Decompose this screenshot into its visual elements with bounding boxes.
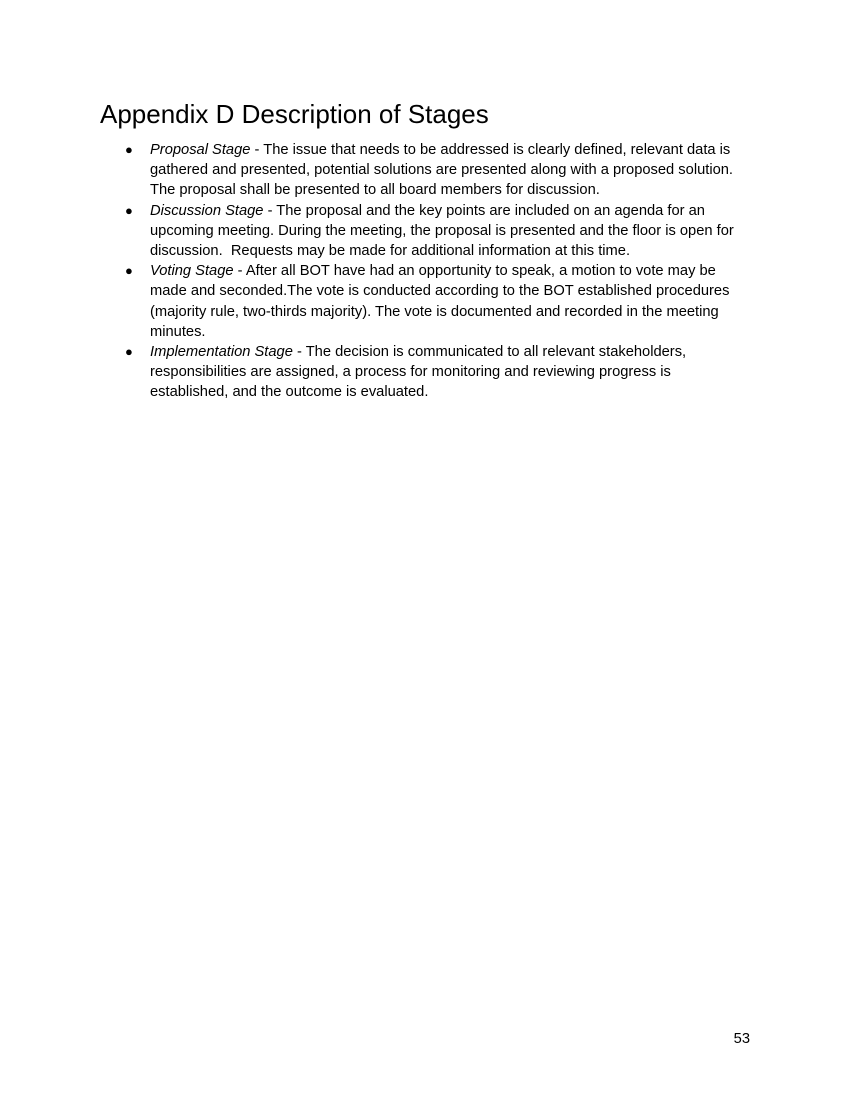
stage-description: The proposal and the key points are included on an agenda for an upcoming meeting. During the meeting, the proposal is presented and the floor is open for discussion. Requests may be made for additional information at this time. bbox=[150, 202, 738, 260]
stage-separator: - bbox=[292, 344, 306, 361]
stage-separator: - bbox=[233, 263, 246, 280]
bullet-icon: ● bbox=[125, 263, 133, 279]
list-item-proposal-stage bbox=[125, 140, 750, 201]
stage-name: Discussion Stage bbox=[150, 202, 264, 219]
stage-name: Proposal Stage bbox=[150, 142, 251, 158]
list-item-implementation-stage bbox=[125, 342, 750, 403]
stage-list bbox=[125, 140, 750, 403]
page-title: Appendix D Description of Stages bbox=[100, 99, 489, 129]
stage-name: Voting Stage bbox=[150, 263, 234, 280]
stage-description: After all BOT have had an opportunity to speak, a motion to vote may be made and seconded.The vote is conducted according to the BOT established procedures (majority rule, two-thirds majority). The vote is documented and recorded in the meeting minutes. bbox=[150, 263, 734, 340]
stage-description: The decision is communicated to all relevant stakeholders, responsibilities are assigned, a process for monitoring and reviewing progress is established, and the outcome is evaluated. bbox=[150, 344, 691, 401]
stage-separator: - bbox=[250, 142, 264, 158]
stage-name: Implementation Stage bbox=[150, 344, 293, 361]
list-item-discussion-stage bbox=[125, 201, 750, 262]
stage-description: The issue that needs to be addressed is clearly defined, relevant data is gathered and presented, potential solutions are presented along with a proposed solution. The proposal shall be presented to all board members for discussion. bbox=[150, 142, 737, 199]
stage-separator: - bbox=[263, 202, 277, 219]
page-number: 53 bbox=[733, 1031, 750, 1047]
bullet-icon: ● bbox=[125, 344, 133, 360]
bullet-icon: ● bbox=[125, 142, 133, 157]
list-item-voting-stage bbox=[125, 261, 750, 342]
bullet-icon: ● bbox=[125, 202, 133, 218]
